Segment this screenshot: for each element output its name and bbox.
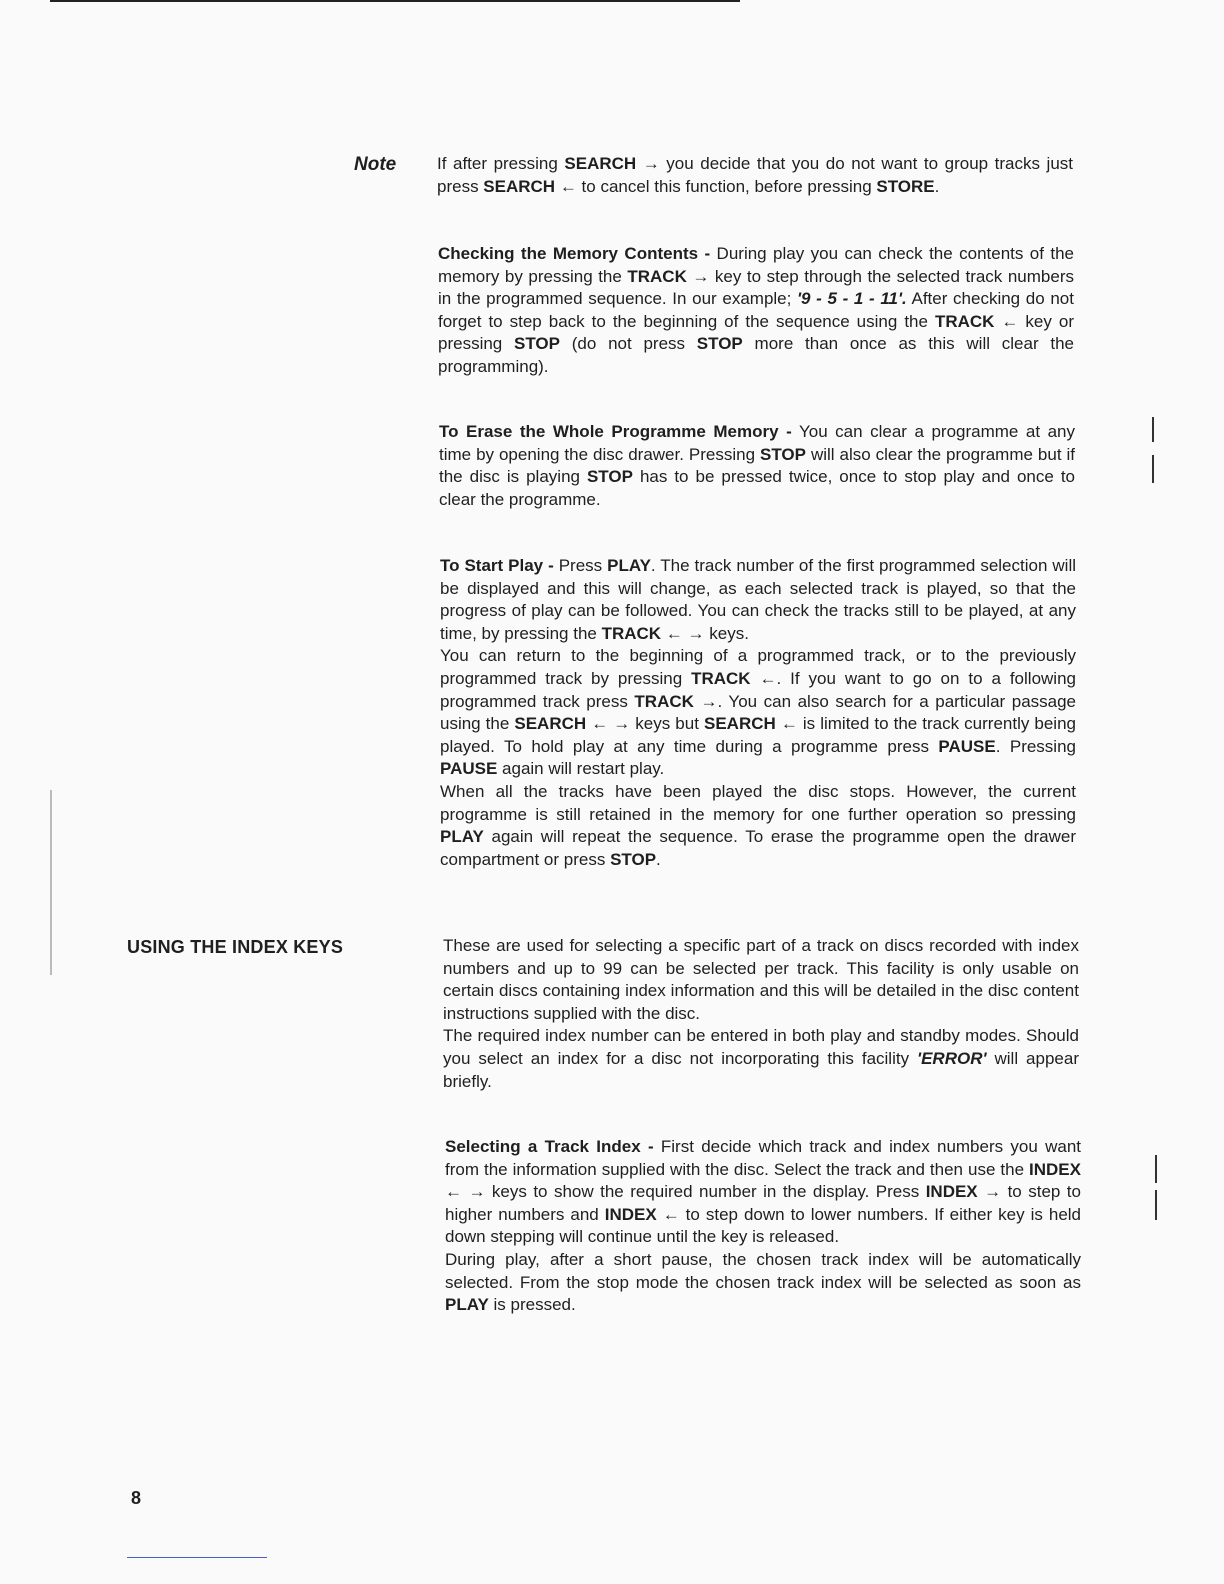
index-keys-section: These are used for selecting a specific part of a track on discs recorded with index numbers and up to 99 can be selected per track. This facility is only usable on certain discs containing index information and this will be detailed in the disc content instructions supplied with the disc. The required index number can be entered in both play and standby modes. Should you select an index for a disc not incorporating this facility 'ERROR' will appear briefly.: [443, 936, 1079, 1091]
footer-rule: [127, 1557, 267, 1558]
margin-mark: [1155, 1190, 1157, 1220]
index-keys-heading: USING THE INDEX KEYS: [127, 937, 344, 957]
selecting-track-index-section: Selecting a Track Index - First decide which track and index numbers you want from the information supplied with the disc. Select the track and then use the INDEX ← → keys to show the required number in the display. Press INDEX → to step to higher numbers and INDEX ← to step down to lower numbers. If either key is held down stepping will continue until the key is released. During play, after a short pause, the chosen track index will be automatically selected. From the stop mode the chosen track index will be selected as soon as PLAY is pressed.: [445, 1137, 1082, 1315]
section-heading: Selecting a Track Index -: [445, 1137, 654, 1156]
binding-mark: [50, 790, 52, 975]
top-rule: [50, 0, 740, 2]
note-text: If after pressing SEARCH → you decide that you do not want to group tracks just press SEARCH ← to cancel this function, before pressing STORE.: [437, 154, 1073, 196]
checking-memory-section: Checking the Memory Contents - During play you can check the contents of the memory by pressing the TRACK → key to step through the selected track numbers in the programmed sequence. In our example; '9 - 5 - 1 - 11'. After checking do not forget to step back to the beginning of the sequence using the TRACK ← key or pressing STOP (do not press STOP more than once as this will clear the programming).: [438, 244, 1074, 376]
margin-mark: [1152, 455, 1154, 483]
margin-mark: [1152, 417, 1154, 442]
note-label: Note: [354, 154, 397, 175]
section-heading: Checking the Memory Contents -: [438, 244, 711, 263]
section-heading: To Erase the Whole Programme Memory -: [439, 422, 792, 441]
start-play-section: To Start Play - Press PLAY. The track number of the first programmed selection will be displayed and this will change, as each selected track is played, so that the progress of play can be followed. You can check the tracks still to be played, at any time, by pressing the TRACK ← → keys. You can return to the beginning of a programmed track, or to the previously programmed track by pressing TRACK ←. If you want to go on to a following programmed track press TRACK →. You can also search for a particular passage using the SEARCH ← → keys but SEARCH ← is limited to the track currently being played. To hold play at any time during a programme press PAUSE. Pressing PAUSE again will restart play. When all the tracks have been played the disc stops. However, the current programme is still retained in the memory for one further operation so pressing PLAY again will repeat the sequence. To erase the programme open the drawer compartment or press STOP.: [440, 556, 1077, 869]
section-heading: To Start Play -: [440, 556, 554, 575]
page-number: 8: [131, 1488, 142, 1508]
erase-memory-section: To Erase the Whole Programme Memory - You can clear a programme at any time by opening the disc drawer. Pressing STOP will also clear the programme but if the disc is playing STOP has to be pressed twice, once to stop play and once to clear the programme.: [439, 422, 1076, 509]
margin-mark: [1155, 1155, 1157, 1183]
